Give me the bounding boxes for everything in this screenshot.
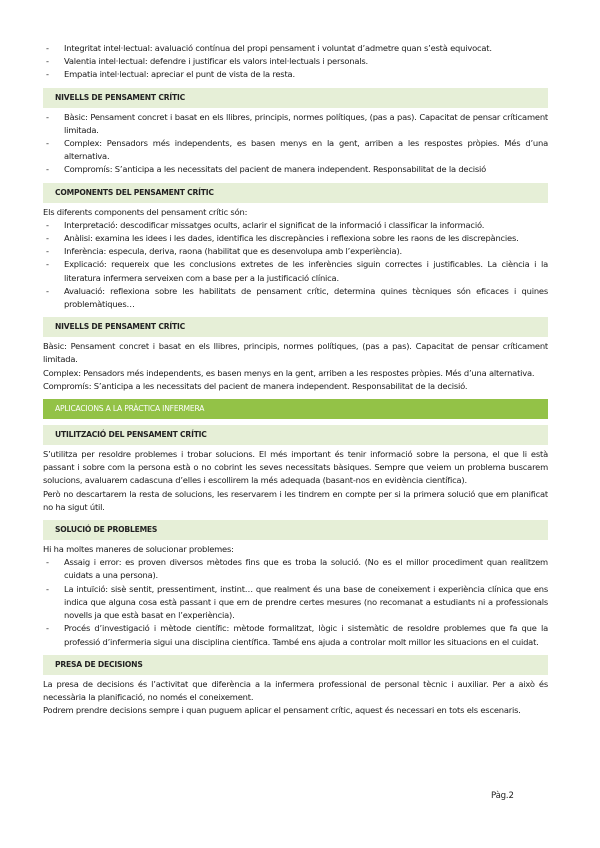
item-text: : sisè sentit, pressentiment, instint… que realment és una base de coneixement i experiència clínica que ens indica que alguna cosa està passant i que em de prendre certes mesures (no recomanat a estudiants ni a professionals novells ja que està basat en l’experiència). [64,583,548,621]
section-heading: SOLUCIÓ DE PROBLEMES [43,520,548,540]
list-item [43,111,548,137]
intellectual-traits-list [43,42,548,82]
item-label: Inferència [64,246,104,257]
item-label: Integritat intel·lectual [64,43,150,53]
item-text: : Pensament concret i basat en els llibres, principis, normes polítiques, (pas a pas). Capacitat de pensar críticament limitada. [64,111,548,135]
item-label: Anàlisi [64,233,91,244]
problem-solving-list [43,556,548,648]
paragraph: Però no descartarem la resta de solucions, les reservarem i les tindrem en compte per si la primera solució que em planificat no ha sigut útil. [43,488,548,512]
list-item [43,258,548,284]
intro-paragraph: Hi ha moltes maneres de solucionar problemes: [43,544,234,555]
paragraph: S’utilitza per resoldre problemes i trobar solucions. El més important és tenir informació sobre la persona, el que li està passant i sobre com la persona està o no cobrint les seves necessitats bàsiques. Sempre que veiem un problema buscarem solucions, avaluarem cadascuna d’elles i escollirem la més adequada (basant-nos en evidència científica). [43,449,548,486]
list-item [43,163,548,176]
item-label: Complex [43,367,79,378]
paragraph [43,340,548,366]
list-item [43,232,548,245]
item-text: : examina les idees i les dades, identifica les discrepàncies i reflexiona sobre les raons de les discrepàncies. [90,233,519,244]
list-item [43,245,548,258]
list-item [43,583,548,623]
item-text: : defendre i justificar els valors intel·lectuals i personals. [144,56,368,67]
list-item [43,219,548,232]
paragraph: La presa de decisions és l’activitat que diferència a la infermera professional de personal tècnic i auxiliar. Per a això és necessària la planificació, no només el coneixement. [43,678,548,702]
item-label: Bàsic [43,341,65,352]
item-text: : mètode formalitzat, lògic i sistemàtic de resoldre problemes que fa que la professió d’infermeria sigui una disciplina científica. També ens ajuda a controlar molt millor les situacions en el cuidat. [64,623,549,647]
item-label: Interpretació [64,219,116,230]
item-text: : descodificar missatges ocults, aclarir el significat de la informació i classificar la informació. [115,219,485,230]
item-label: Empatia intel·lectual [64,69,146,80]
list-item [43,55,548,68]
item-label: Valentia intel·lectual [64,56,145,67]
item-label: Compromís [64,164,110,175]
page-content [43,42,548,717]
item-label: La intuïció [64,583,106,594]
list-item [43,556,548,582]
section-heading: UTILITZACIÓ DEL PENSAMENT CRÍTIC [43,425,548,445]
components-list [43,219,548,311]
item-label: Procés d’investigació i mètode científic [64,623,227,634]
paragraph: Podrem prendre decisions sempre i quan puguem aplicar el pensament crític, aquest és necessari en tots els escenaris. [43,705,521,716]
section-heading: NIVELLS DE PENSAMENT CRÍTIC [43,88,548,108]
item-label: Assaig i error [64,557,119,568]
item-label: Avaluació [64,285,103,296]
item-text: : requereix que les conclusions extretes de les inferències siguin correctes i justificables. La ciència i la literatura infermera serveixen com a base per a la justificació clínica. [64,259,548,283]
item-text: : apreciar el punt de vista de la resta. [145,69,295,80]
item-label: Complex [64,138,100,149]
list-item [43,42,548,55]
item-text: : es proven diversos mètodes fins que es troba la solució. (No es el millor procediment quan realitzem cuidats a una persona). [64,557,548,581]
levels-list [43,111,548,177]
section-heading: PRESA DE DECISIONS [43,655,548,675]
paragraph [43,367,548,380]
intro-paragraph: Els diferents components del pensament crític són: [43,206,248,217]
section-heading: COMPONENTS DEL PENSAMENT CRÍTIC [43,183,548,203]
list-item [43,68,548,81]
list-item [43,285,548,311]
item-text: : avaluació contínua del propi pensament i voluntat d’admetre quan s’està equivocat. [149,43,492,53]
paragraph [43,380,548,393]
item-text: : reflexiona sobre les habilitats de pensament crític, determina quines tècniques són eficaces i quines problemàtiques… [64,285,548,310]
section-heading-highlight: APLICACIONS A LA PRÀCTICA INFERMERA [43,399,548,419]
item-text: : S’anticipa a les necessitats del pacient de manera independent. Responsabilitat de la decisió [109,164,487,175]
item-text: : S’anticipa a les necessitats del pacient de manera independent. Responsabilitat de la decisió. [88,380,468,391]
section-heading: NIVELLS DE PENSAMENT CRÍTIC [43,317,548,337]
item-label: Compromís [43,380,89,391]
item-text: : Pensament concret i basat en els llibres, principis, normes polítiques, (pas a pas). Capacitat de pensar críticament limitada. [43,341,548,365]
item-text: : Pensadors més independents, es basen menys en la gent, arriben a les respostes pròpies. Més d’una alternativa. [64,138,548,162]
item-label: Explicació [64,259,104,270]
item-text: : Pensadors més independents, es basen menys en la gent, arriben a les respostes pròpies. Més d’una alternativa. [78,367,535,378]
item-label: Bàsic [64,111,86,122]
page-number: Pàg.2 [491,791,514,801]
list-item [43,137,548,163]
list-item [43,622,548,648]
item-text: : especula, deriva, raona (habilitat que es desenvolupa amb l’experiència). [103,246,402,257]
